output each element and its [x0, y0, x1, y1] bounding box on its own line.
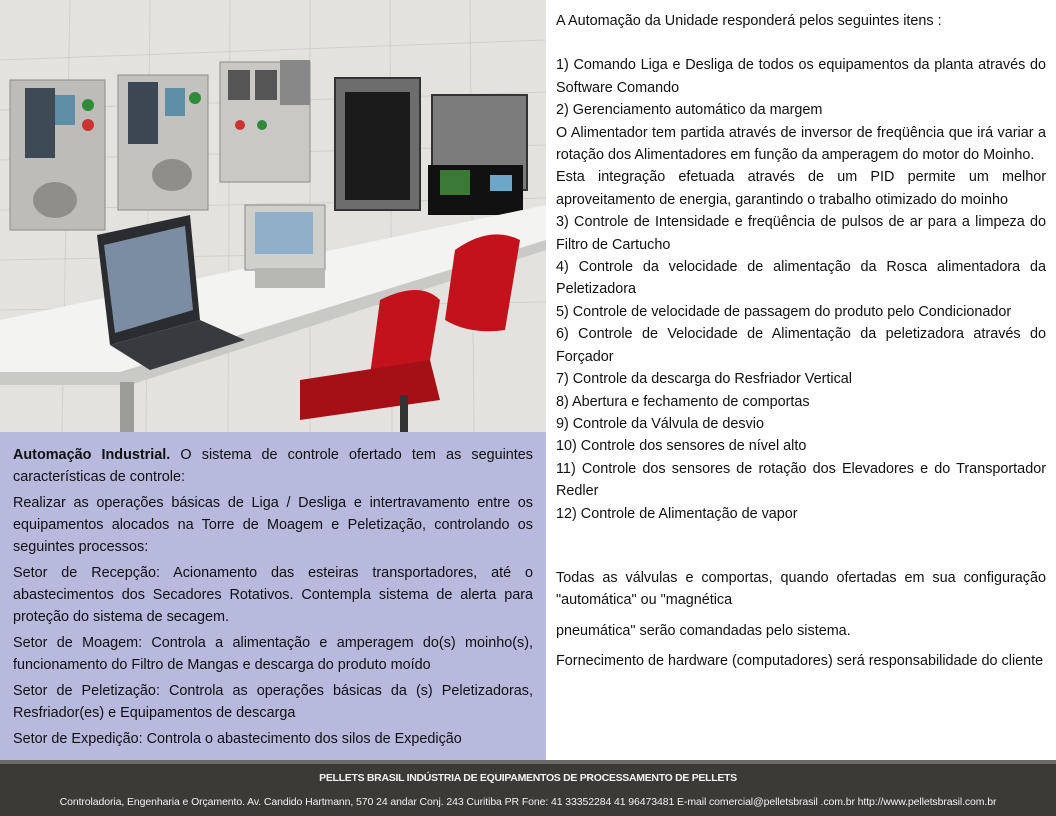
list-item: 4) Controle da velocidade de alimentação da Rosca alimentadora da Peletizadora: [556, 259, 1046, 298]
list-item: 11) Controle dos sensores de rotação dos Elevadores e do Transportador Redler: [556, 460, 1046, 500]
list-item: 12) Controle de Alimentação de vapor: [556, 505, 798, 522]
intro-title: Automação Industrial.: [13, 447, 171, 463]
sector-reception-paragraph: Setor de Recepção: Acionamento das esteiras transportadores, até o abastecimentos dos Secadores Rotativos. Contempla sistema de alerta para proteção do sistema de secagem.: [13, 565, 533, 625]
list-item: O Alimentador tem partida através de inversor de freqüência que irá variar a rotação dos Alimentadores em função da amperagem do motor do Moinho.: [556, 124, 1046, 164]
valves-note-continued: pneumática" serão comandadas pelo sistema.: [556, 622, 851, 639]
footer-company-title: PELLETS BRASIL INDÚSTRIA DE EQUIPAMENTOS DE PROCESSAMENTO DE PELLETS: [319, 772, 737, 784]
list-item: 8) Abertura e fechamento de comportas: [556, 393, 810, 410]
automation-lab-photo: [0, 0, 546, 432]
list-item: 1) Comando Liga e Desliga de todos os equipamentos da planta através do Software Comando: [556, 57, 1046, 96]
valves-note: Todas as válvulas e comportas, quando ofertadas em sua configuração "automática" ou "magnética: [556, 569, 1046, 609]
footer-contact-info: Controladoria, Engenharia e Orçamento. Av. Candido Hartmann, 570 24 andar Conj. 243 Curitiba PR Fone: 41 33352284 41 96473481 E-mail comercial@pelletsbrasil .com.br http://www.pelletsbrasil.com.br: [59, 796, 997, 808]
list-item: 7) Controle da descarga do Resfriador Vertical: [556, 371, 852, 388]
items-heading: A Automação da Unidade responderá pelos seguintes itens :: [556, 13, 942, 29]
list-item: Esta integração efetuada através de um PID permite um melhor aproveitamento de energia, garantindo o trabalho otimizado do moinho: [556, 169, 1046, 208]
intro-paragraph: [13, 444, 533, 488]
footer-divider: [0, 760, 1056, 764]
automation-description-panel: [0, 432, 546, 760]
intro-text: O sistema de controle ofertado tem as seguintes características de controle:: [13, 447, 534, 485]
sector-shipping-paragraph: Setor de Expedição: Controla o abastecimento dos silos de Expedição: [13, 731, 462, 747]
sector-milling-paragraph: Setor de Moagem: Controla a alimentação e amperagem do(s) moinho(s), funcionamento do Filtro de Mangas e descarga do produto moído: [13, 635, 533, 673]
list-item: 5) Controle de velocidade de passagem do produto pelo Condicionador: [556, 303, 1012, 320]
hardware-note: Fornecimento de hardware (computadores) será responsabilidade do cliente: [556, 653, 1044, 670]
list-item: 10) Controle dos sensores de nível alto: [556, 438, 807, 455]
operations-paragraph: Realizar as operações básicas de Liga / Desliga e intertravamento entre os equipamentos alocados na Torre de Moagem e Peletização, controlando os seguintes processos:: [13, 495, 533, 555]
sector-pelletizing-paragraph: Setor de Peletização: Controla as operações básicas da (s) Peletizadoras, Resfriador(es) e Equipamentos de descarga: [13, 683, 533, 721]
lab-illustration: [0, 0, 546, 432]
footer: [0, 760, 1056, 816]
list-item: 2) Gerenciamento automático da margem: [556, 102, 823, 119]
list-item: 9) Controle da Válvula de desvio: [556, 415, 764, 432]
list-item: 6) Controle de Velocidade de Alimentação da peletizadora através do Forçador: [556, 326, 1046, 365]
automation-items-column: [556, 10, 1046, 673]
list-item: 3) Controle de Intensidade e freqüência de pulsos de ar para a limpeza do Filtro de Cartucho: [556, 214, 1046, 253]
